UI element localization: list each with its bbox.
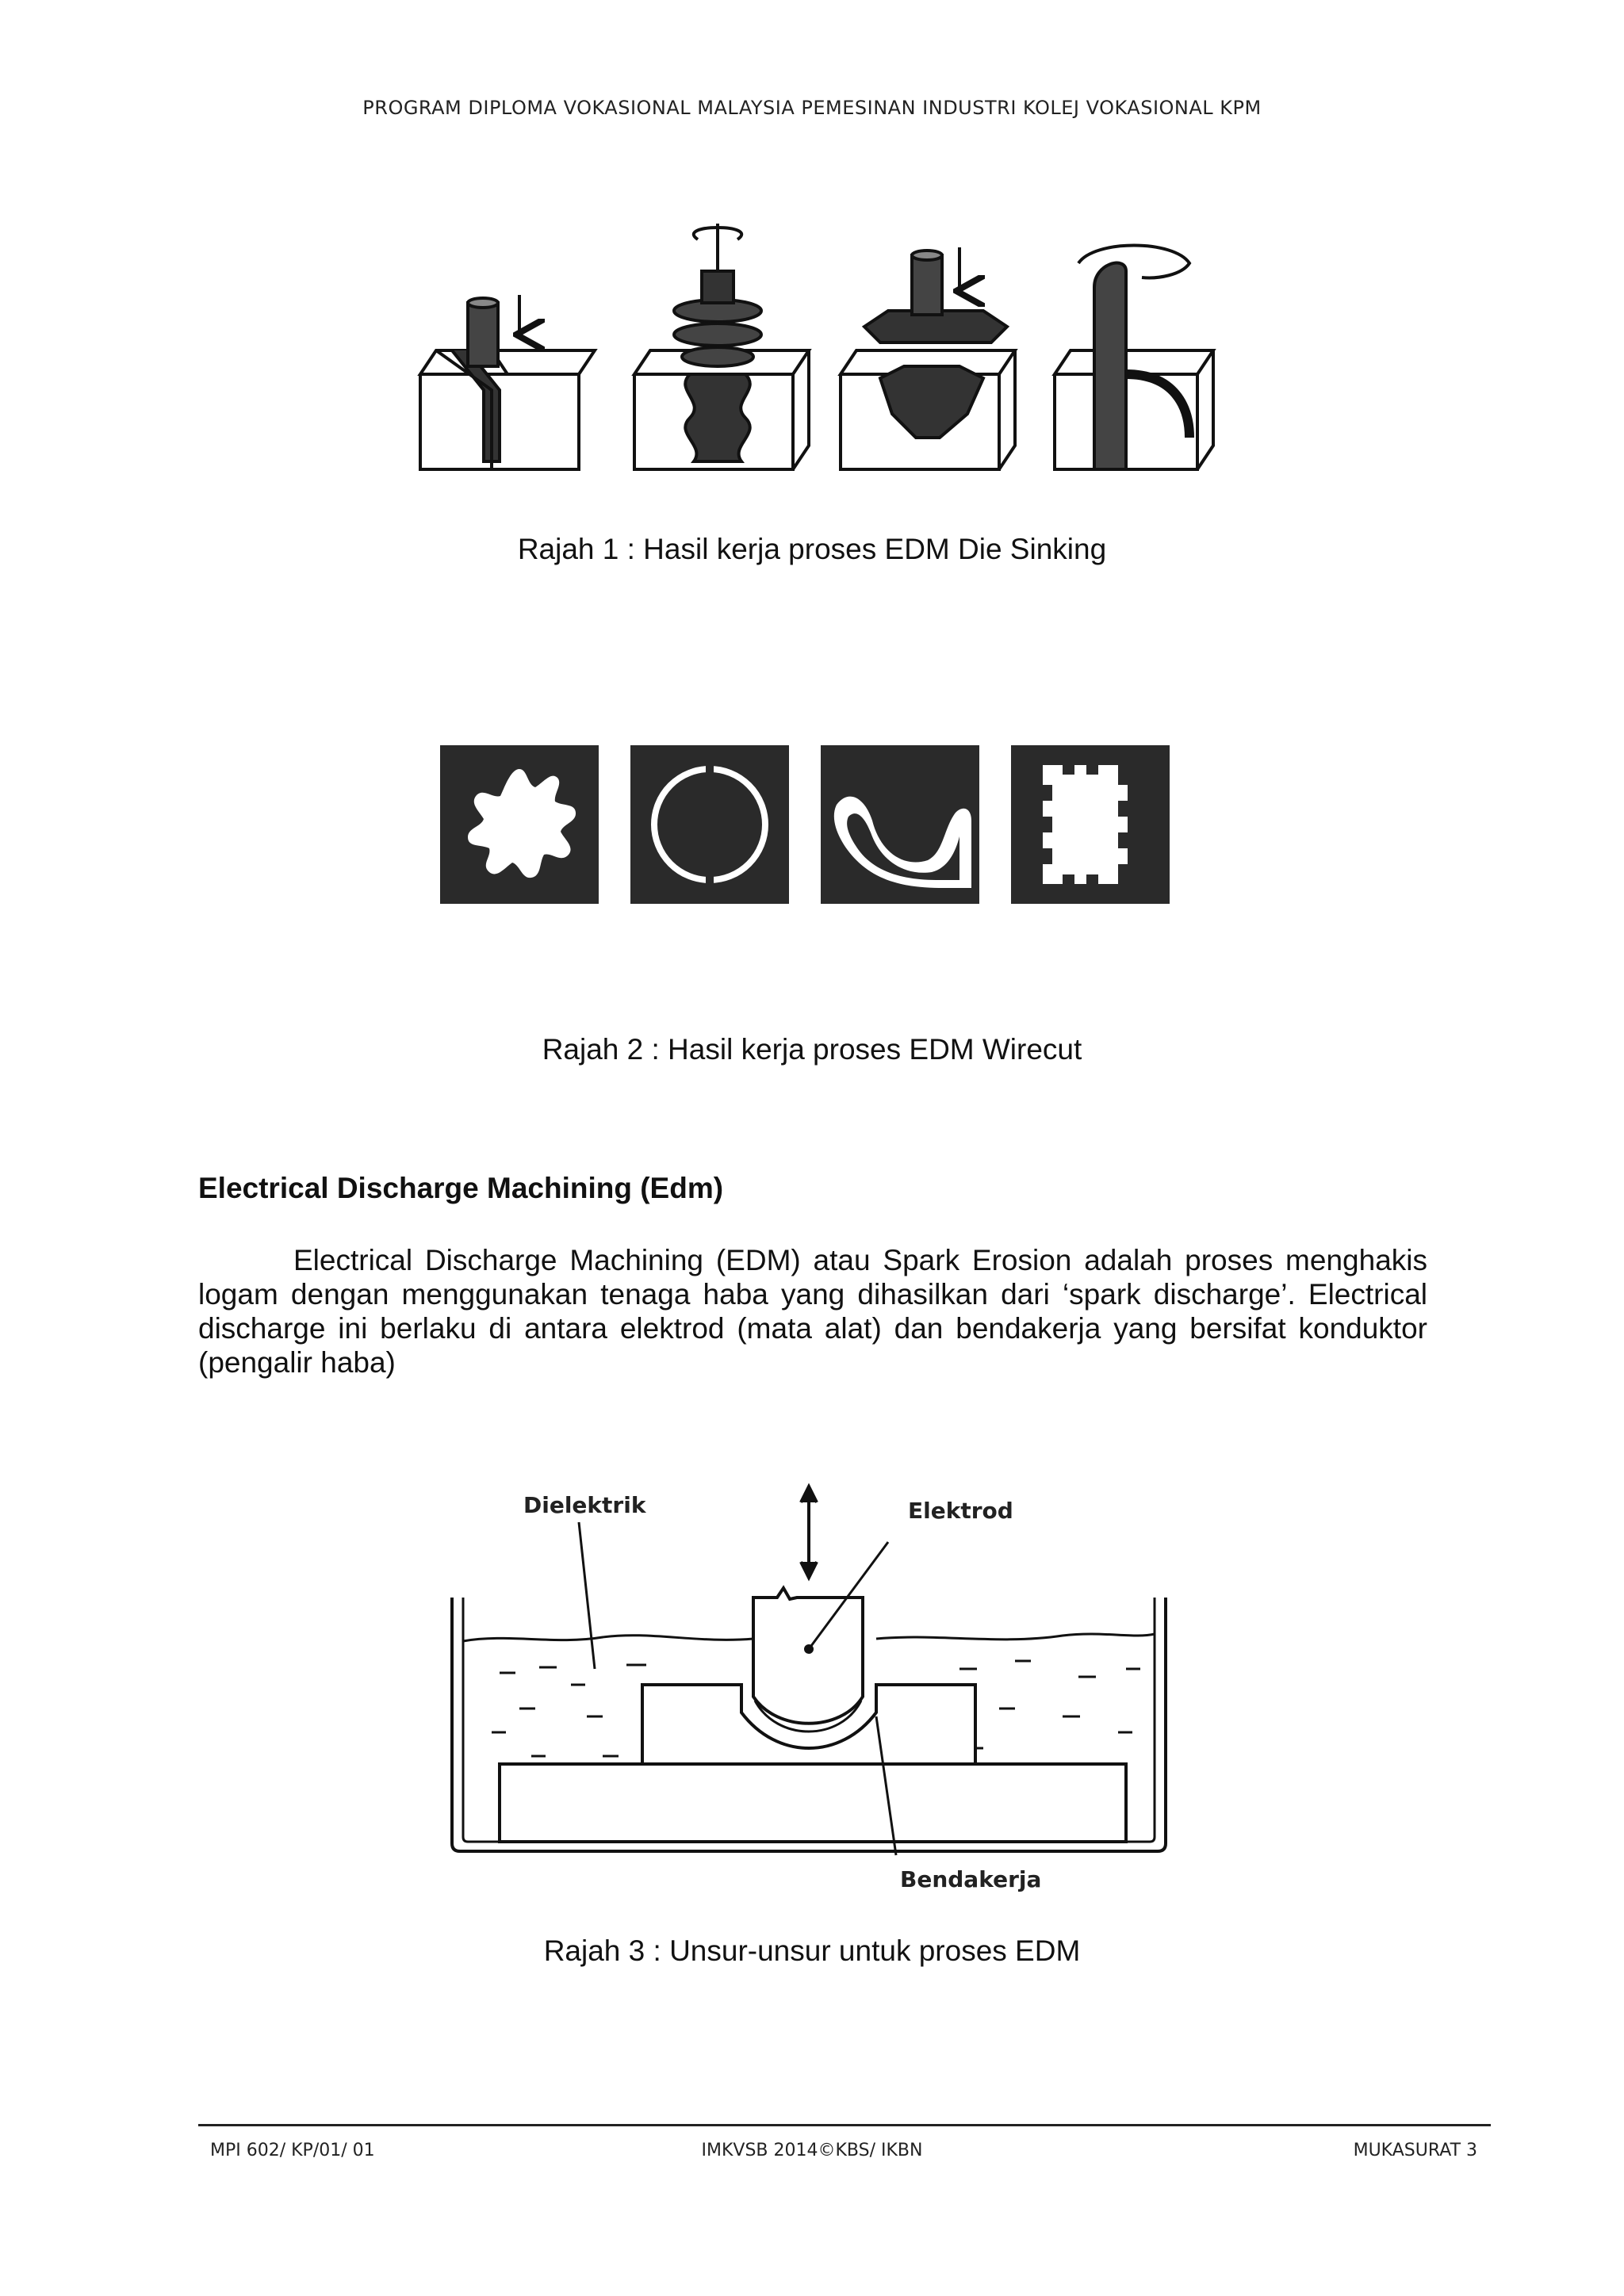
label-workpiece: Bendakerja [900,1866,1042,1892]
machine-table [500,1764,1126,1842]
wirecut-gear [440,745,599,904]
footer-divider [198,2124,1491,2126]
electrode [753,1588,863,1724]
wirecut-rectangular [1011,745,1170,904]
footer-page-number: MUKASURAT 3 [1353,2141,1477,2160]
figure-wirecut [436,741,1174,908]
figure-edm-elements [444,1455,1189,1907]
wirecut-ring [630,745,789,904]
label-dielectric: Dielektrik [523,1492,646,1518]
die-sinking-block-1 [420,295,595,469]
wirecut-freeform [821,745,979,904]
footer-document-code: MPI 602/ KP/01/ 01 [210,2141,375,2160]
figure-die-sinking [412,208,1237,493]
footer-copyright: IMKVSB 2014©KBS/ IKBN [701,2141,923,2160]
label-electrode: Elektrod [908,1498,1013,1524]
body-paragraph-text: Electrical Discharge Machining (EDM) atau Spark Erosion adalah proses menghakis logam dengan menggunakan tenaga haba yang dihasilkan dari ‘spark discharge’. Electrical discharge ini berlaku di antara elektrod (mata alat) dan bendakerja yang bersifat konduktor (pengalir haba) [198,1244,1427,1379]
page-header: PROGRAM DIPLOMA VOKASIONAL MALAYSIA PEMESINAN INDUSTRI KOLEJ VOKASIONAL KPM [362,97,1262,119]
figure-3-caption: Rajah 3 : Unsur-unsur untuk proses EDM [543,1934,1081,1967]
body-paragraph [198,1243,1427,1380]
die-sinking-block-2 [634,224,809,469]
figure-2-caption: Rajah 2 : Hasil kerja proses EDM Wirecut [542,1033,1082,1066]
dielectric-surface [463,1636,753,1641]
die-sinking-block-3 [841,247,1015,469]
figure-1-caption: Rajah 1 : Hasil kerja proses EDM Die Sinking [517,533,1107,565]
die-sinking-block-4 [1055,246,1213,470]
section-title: Electrical Discharge Machining (Edm) [198,1172,724,1204]
